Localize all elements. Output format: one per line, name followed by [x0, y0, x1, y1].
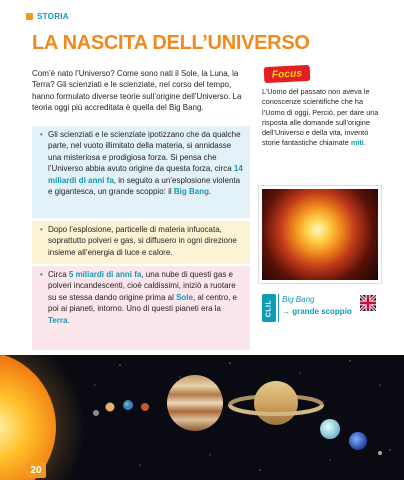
bullet-text: Dopo l’esplosione, particelle di materia infuocata, soprattutto polveri e gas, si diffusero in ogni direzione insieme all’energia di luce e calore. [48, 225, 237, 257]
clil-term: Big Bang [282, 295, 315, 304]
big-bang-photo [259, 186, 381, 283]
arrow-icon: → [282, 307, 290, 316]
clil-divider [278, 294, 279, 322]
page-title: LA NASCITA DELL’UNIVERSO [32, 32, 310, 54]
highlight-text: 5 miliardi di anni fa [68, 270, 142, 279]
bullet-icon: • [40, 225, 43, 234]
section-label: STORIA [37, 12, 69, 21]
highlight-text: Sole [176, 292, 193, 302]
info-box-explosion [32, 221, 250, 264]
clil-translation [282, 307, 352, 316]
list-item [40, 269, 244, 326]
clil-badge-text: CLIL [265, 299, 273, 317]
focus-paragraph [262, 87, 382, 149]
page-number-text: 20 [30, 464, 42, 476]
explosion-image [262, 189, 378, 280]
info-box-big-bang [32, 126, 250, 218]
solar-system-illustration [0, 355, 404, 480]
list-item [40, 224, 244, 258]
section-tag [26, 12, 69, 21]
focus-text: L’Uomo del passato non aveva le conoscenze scientifiche che ha l’Uomo di oggi. Perciò, per dare una risposta alle domande sull’origine dell’Universo e della vita, inventò storie fantastiche chiamate [262, 87, 379, 148]
bullet-text: , in seguito a un’esplosione violenta e gigantesca, un grande scoppio: il [48, 175, 241, 197]
bullet-text: Circa [48, 270, 69, 279]
focus-highlight: miti [350, 138, 364, 148]
bullet-icon: • [40, 130, 43, 139]
focus-logo-text: Focus [271, 67, 303, 81]
clil-translation-text: grande scoppio [292, 307, 352, 316]
highlight-text: Big Bang [173, 187, 209, 197]
bullet-text: Gli scienziati e le scienziate ipotizzano che da qualche parte, nel vuoto illimitato della materia, si annidasse una misteriosa e prodigiosa forza. Si pensa che l’Universo abbia avuto origine da questa forza, circa [48, 130, 241, 174]
info-box-sun-planets [32, 266, 250, 350]
bullet-text: . [67, 315, 70, 325]
focus-logo [264, 65, 311, 83]
list-item [40, 129, 244, 197]
bullet-icon: • [40, 270, 43, 279]
solar-system-image [0, 355, 404, 480]
uk-flag-icon [360, 295, 376, 311]
intro-paragraph: Com’è nato l’Universo? Come sono nati il Sole, la Luna, la Terra? Gli scienziati e le scienziate, nel corso del tempo, hanno formulato diverse teorie sull’origine dell’Universo. La teoria oggi più accreditata è quella del Big Bang. [32, 69, 242, 113]
bullet-text: , una nube di questi gas e polveri incandescenti, cioè caldissimi, iniziò a ruotare su se stessa dando origine prima al [48, 270, 236, 302]
section-marker-icon [26, 13, 33, 20]
focus-text-end: . [363, 138, 366, 148]
clil-badge [262, 294, 276, 322]
highlight-text: 14 miliardi di anni fa [48, 164, 243, 185]
highlight-text: Terra [48, 315, 68, 325]
bullet-text: . [208, 187, 212, 197]
bullet-text: , al centro, e poi ai pianeti, intorno. Uno di questi pianeti era la [48, 292, 238, 314]
page-number [26, 462, 46, 478]
